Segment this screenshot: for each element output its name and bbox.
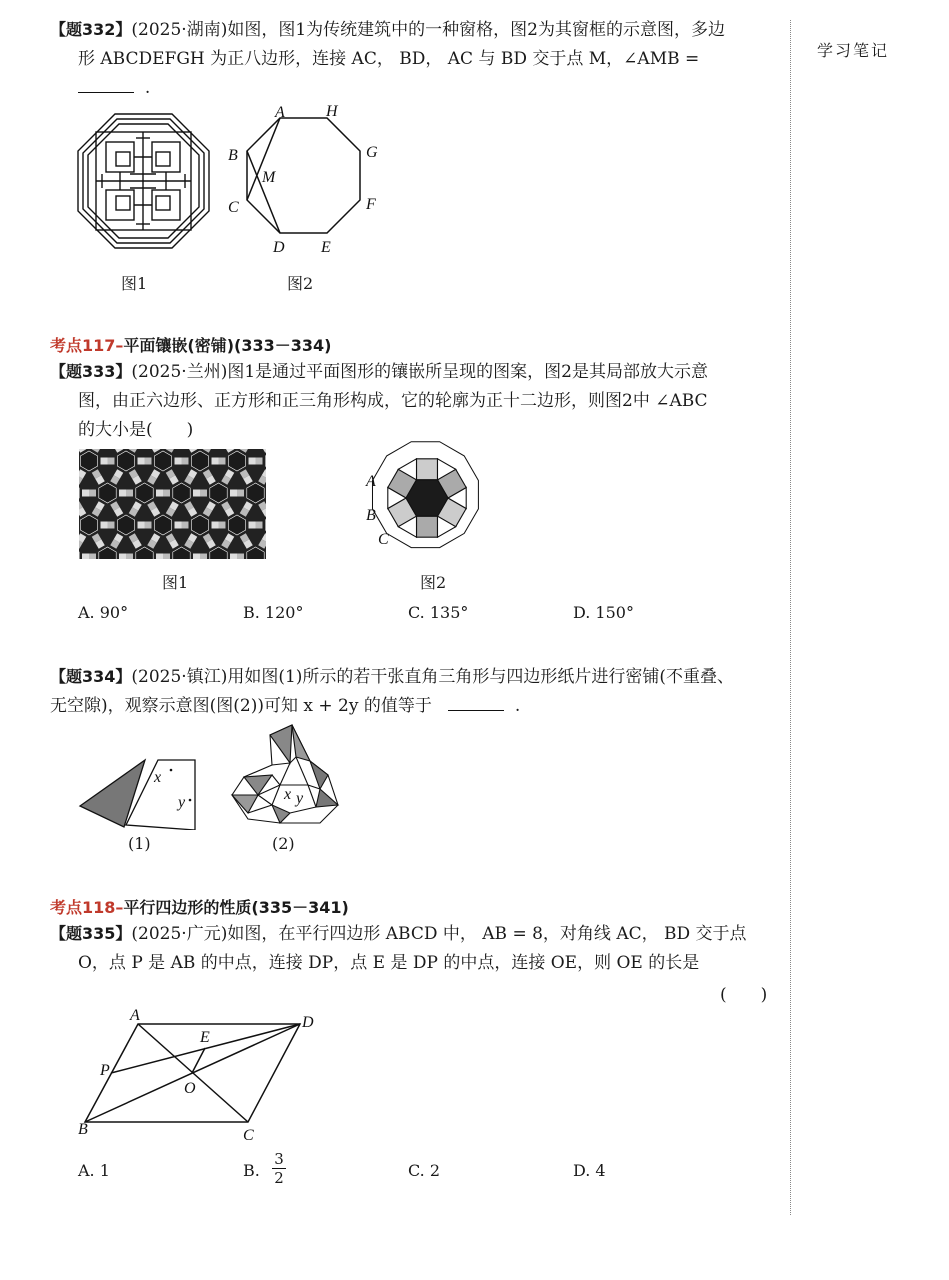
dodeca-square	[417, 516, 438, 537]
q333-option-d[interactable]: D. 150°	[573, 603, 634, 622]
label-f: F	[366, 196, 376, 213]
tiling-label-y: y	[296, 790, 304, 807]
tess-square	[89, 490, 96, 497]
q335-line2: O，点 P 是 AB 的中点，连接 DP，点 E 是 DP 的中点，连接 OE，则 OE 的长是	[78, 953, 700, 973]
angle-label-y: y	[178, 794, 186, 811]
q333-fig2-dodecagon	[360, 440, 485, 555]
kd117-title: 平面镶嵌(密铺)(333－334)	[123, 336, 332, 355]
q333-source: (2025·兰州)	[131, 362, 228, 382]
tess-square	[237, 490, 244, 497]
kd118-heading	[50, 895, 349, 918]
q335-option-b-fraction	[272, 1150, 286, 1187]
q334-line2	[50, 694, 780, 718]
label-c: C	[228, 199, 239, 216]
tess-square	[145, 522, 152, 529]
tiling-label-x: x	[284, 786, 292, 803]
q335-tag: 【题335】	[50, 924, 132, 943]
kd118-code: 考点118–	[50, 898, 124, 917]
tess-square	[249, 458, 256, 465]
tess-square	[163, 490, 170, 497]
tess-square	[108, 458, 115, 465]
p-label-p: P	[100, 1062, 110, 1079]
q334-answer-blank[interactable]	[448, 694, 504, 711]
tess-square	[212, 458, 219, 465]
p-label-o: O	[184, 1080, 196, 1097]
tess-square	[200, 490, 207, 497]
tess-square	[182, 522, 189, 529]
tess-square	[182, 458, 189, 465]
tess-square	[256, 458, 263, 465]
q332-line1	[50, 18, 780, 42]
tess-square	[101, 522, 108, 529]
label-g: G	[366, 144, 378, 161]
tess-square	[230, 554, 237, 560]
p-label-e: E	[200, 1029, 210, 1046]
q332-text1: 如图，图1为传统建筑中的一种窗格，图2为其窗框的示意图，多边	[227, 20, 725, 40]
q334-tag: 【题334】	[50, 667, 132, 686]
q333-fig2-caption: 图2	[420, 573, 447, 592]
label-e: E	[321, 239, 331, 256]
q333-line1	[50, 360, 780, 384]
q335-answer-paren[interactable]: ( )	[720, 985, 768, 1005]
label-c333: C	[378, 531, 389, 548]
q333-line3: 的大小是( )	[78, 420, 194, 440]
fraction-numerator: 3	[274, 1150, 284, 1168]
q332-fig2-caption: 图2	[287, 274, 314, 293]
q334-text1: 用如图(1)所示的若干张直角三角形与四边形纸片进行密铺(不重叠、	[227, 667, 735, 687]
q332-line2: 形 ABCDEFGH 为正八边形，连接 AC， BD， AC 与 BD 交于点 M，∠AMB =	[78, 49, 700, 69]
q334-line2-end: .	[514, 696, 521, 716]
q332-line3	[78, 76, 808, 100]
p-label-b: B	[78, 1121, 88, 1138]
p-label-a: A	[130, 1007, 140, 1024]
tess-square	[156, 490, 163, 497]
q332-fig2-octagon	[220, 100, 390, 260]
q332-line3-end: .	[144, 78, 151, 98]
q332-tag: 【题332】	[50, 20, 132, 39]
margin-divider	[790, 20, 791, 1215]
tess-square	[175, 522, 182, 529]
segment-bd	[247, 151, 280, 233]
angle-label-x: x	[154, 769, 162, 786]
tess-square	[126, 554, 133, 560]
q335-option-a[interactable]: A. 1	[78, 1161, 110, 1180]
q335-line1	[50, 922, 780, 946]
tess-square	[256, 522, 263, 529]
q333-option-c[interactable]: C. 135°	[408, 603, 469, 622]
label-a333: A	[366, 473, 376, 490]
q332-answer-blank[interactable]	[78, 76, 134, 93]
tess-square	[163, 554, 170, 560]
q332-fig1-caption: 图1	[121, 274, 148, 293]
q335-source: (2025·广元)	[131, 924, 228, 944]
tess-square	[230, 490, 237, 497]
tess-square	[212, 522, 219, 529]
fraction-denominator: 2	[274, 1169, 284, 1187]
q335-option-d[interactable]: D. 4	[573, 1161, 606, 1180]
tess-square	[138, 522, 145, 529]
tess-square	[82, 490, 89, 497]
tess-square	[89, 554, 96, 560]
p-label-c: C	[243, 1127, 254, 1144]
q334-line1	[50, 665, 780, 689]
segment-ac	[247, 118, 280, 200]
kd118-title: 平行四边形的性质(335－341)	[123, 898, 349, 917]
label-b333: B	[366, 507, 376, 524]
p-label-d: D	[302, 1014, 314, 1031]
label-a: A	[275, 104, 285, 121]
tess-square	[175, 458, 182, 465]
tess-square	[101, 458, 108, 465]
tess-square	[193, 490, 200, 497]
q333-text1: 图1是通过平面图形的镶嵌所呈现的图案，图2是其局部放大示意	[227, 362, 708, 382]
kd117-heading	[50, 333, 331, 356]
label-b: B	[228, 147, 238, 164]
tess-square	[138, 458, 145, 465]
tess-square	[193, 554, 200, 560]
q333-option-a[interactable]: A. 90°	[78, 603, 129, 622]
tess-square	[126, 490, 133, 497]
tess-square	[145, 458, 152, 465]
q332-fig1-window-lattice	[76, 112, 211, 250]
q334-fig2-tiling	[230, 723, 342, 829]
q334-fig1-pieces	[78, 752, 200, 830]
q333-line2: 图，由正六边形、正方形和正三角形构成，它的轮廓为正十二边形，则图2中 ∠ABC	[78, 391, 708, 411]
q335-parallelogram	[70, 1002, 330, 1152]
q334-text2: 无空隙)，观察示意图(图(2))可知 x + 2y 的值等于	[50, 696, 432, 716]
q332-source: (2025·湖南)	[131, 20, 228, 40]
q333-fig1-tessellation	[79, 449, 266, 559]
q335-text1: 如图，在平行四边形 ABCD 中， AB = 8，对角线 AC， BD 交于点	[227, 924, 747, 944]
q333-fig1-caption: 图1	[162, 573, 189, 592]
q333-option-b[interactable]: B. 120°	[243, 603, 304, 622]
q334-source: (2025·镇江)	[131, 667, 228, 687]
tess-square	[237, 554, 244, 560]
dodeca-square	[417, 459, 438, 480]
tess-square	[119, 554, 126, 560]
study-notes-label: 学习笔记	[817, 41, 890, 60]
label-m: M	[262, 169, 276, 186]
kd117-code: 考点117–	[50, 336, 124, 355]
tess-square	[119, 490, 126, 497]
tess-square	[108, 522, 115, 529]
q334-fig2-caption: (2)	[272, 834, 295, 853]
label-d: D	[273, 239, 285, 256]
q335-option-c[interactable]: C. 2	[408, 1161, 441, 1180]
q333-tag: 【题333】	[50, 362, 132, 381]
tess-square	[249, 522, 256, 529]
tess-square	[82, 554, 89, 560]
q335-option-b[interactable]: B.	[243, 1161, 260, 1180]
tess-square	[219, 458, 226, 465]
q334-fig1-caption: (1)	[128, 834, 151, 853]
tess-square	[156, 554, 163, 560]
label-h: H	[326, 103, 338, 120]
tess-square	[219, 522, 226, 529]
tess-square	[200, 554, 207, 560]
